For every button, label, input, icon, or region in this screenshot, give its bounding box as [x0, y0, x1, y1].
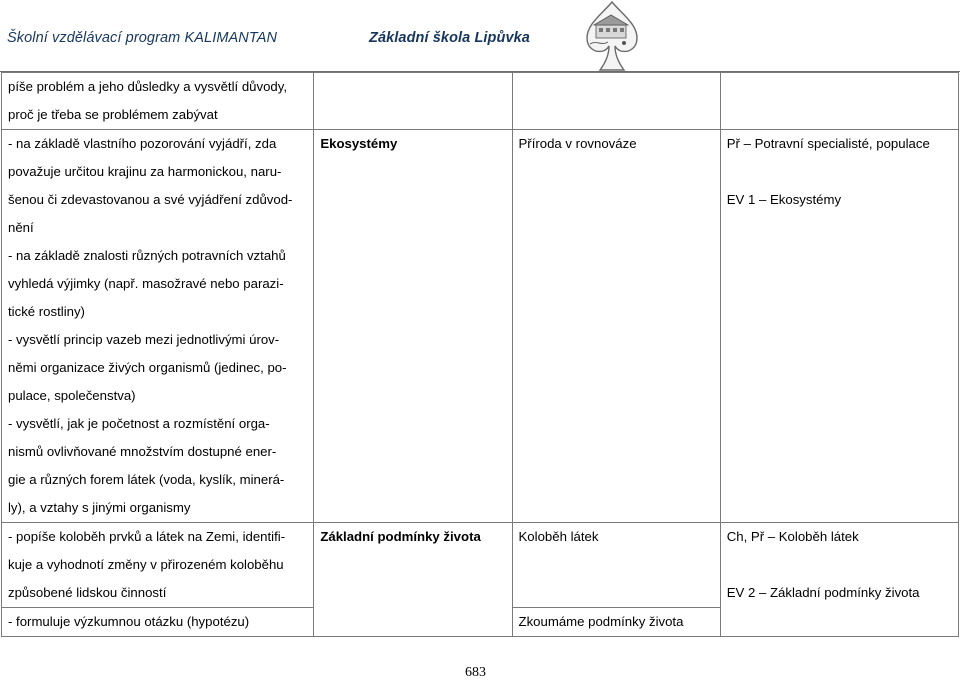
crosslink-line: Ch, Př – Koloběh látek — [726, 529, 859, 544]
text-line: - formuluje výzkumnou otázku (hypotézu) — [8, 614, 250, 629]
text-line: ly), a vztahy s jinými organismy — [8, 500, 191, 515]
text-line: - vysvětlí, jak je početnost a rozmístění orga- — [8, 416, 270, 431]
table-row — [2, 523, 959, 608]
subtopic-title: Příroda v rovnováze — [518, 136, 637, 151]
subtopic-cell — [512, 523, 720, 608]
school-name: Základní škola Lipůvka — [369, 30, 530, 46]
crosslink-cell — [720, 523, 958, 637]
text-line: tické rostliny) — [8, 304, 85, 319]
text-line: nismů ovlivňované množstvím dostupné ener- — [8, 444, 277, 459]
curriculum-table — [1, 72, 959, 637]
school-spade-logo-icon — [584, 0, 640, 72]
text-line: - vysvětlí princip vazeb mezi jednotlivými úrov- — [8, 332, 280, 347]
outcomes-cell — [2, 523, 314, 608]
outcomes-cell — [2, 130, 314, 523]
crosslink-cell — [720, 73, 958, 130]
text-line: - popíše koloběh prvků a látek na Zemi, identifi- — [8, 529, 286, 544]
text-line: píše problém a jeho důsledky a vysvětlí důvody, — [8, 79, 288, 94]
text-line: - na základě znalosti různých potravních vztahů — [8, 248, 286, 263]
text-line: proč je třeba se problémem zabývat — [8, 107, 218, 122]
program-title: Školní vzdělávací program KALIMANTAN — [7, 30, 278, 46]
subtopic-title: Zkoumáme podmínky života — [518, 614, 684, 629]
outcomes-cell — [2, 608, 314, 637]
topic-cell — [314, 130, 512, 523]
text-line: němi organizace živých organismů (jedinec, po- — [8, 360, 287, 375]
page-number: 683 — [465, 665, 486, 680]
table-row — [2, 73, 959, 130]
subtopic-cell — [512, 608, 720, 637]
topic-cell — [314, 73, 512, 130]
text-line: kuje a vyhodnotí změny v přirozeném koloběhu — [8, 557, 284, 572]
text-line: - na základě vlastního pozorování vyjádří, zda — [8, 136, 277, 151]
text-line: šenou či zdevastovanou a své vyjádření zdůvod- — [8, 192, 293, 207]
topic-cell — [314, 523, 512, 637]
topic-title: Základní podmínky života — [320, 529, 481, 544]
page-header — [0, 0, 960, 76]
subtopic-cell — [512, 130, 720, 523]
text-line: vyhledá výjimky (např. masožravé nebo parazi- — [8, 276, 284, 291]
text-line: gie a různých forem látek (voda, kyslík, minerá- — [8, 472, 285, 487]
text-line: způsobené lidskou činností — [8, 585, 167, 600]
crosslink-line: Př – Potravní specialisté, populace — [726, 136, 930, 151]
subtopic-cell — [512, 73, 720, 130]
crosslink-line: EV 2 – Základní podmínky života — [726, 585, 920, 600]
text-line: pulace, společenstva) — [8, 388, 136, 403]
table-row — [2, 130, 959, 523]
subtopic-title: Koloběh látek — [518, 529, 599, 544]
topic-title: Ekosystémy — [320, 136, 398, 151]
crosslink-line — [721, 551, 958, 579]
crosslink-line — [721, 158, 958, 186]
text-line: nění — [8, 220, 34, 235]
crosslink-cell — [720, 130, 958, 523]
text-line: považuje určitou krajinu za harmonickou, naru- — [8, 164, 282, 179]
outcomes-cell — [2, 73, 314, 130]
crosslink-line: EV 1 – Ekosystémy — [726, 192, 842, 207]
